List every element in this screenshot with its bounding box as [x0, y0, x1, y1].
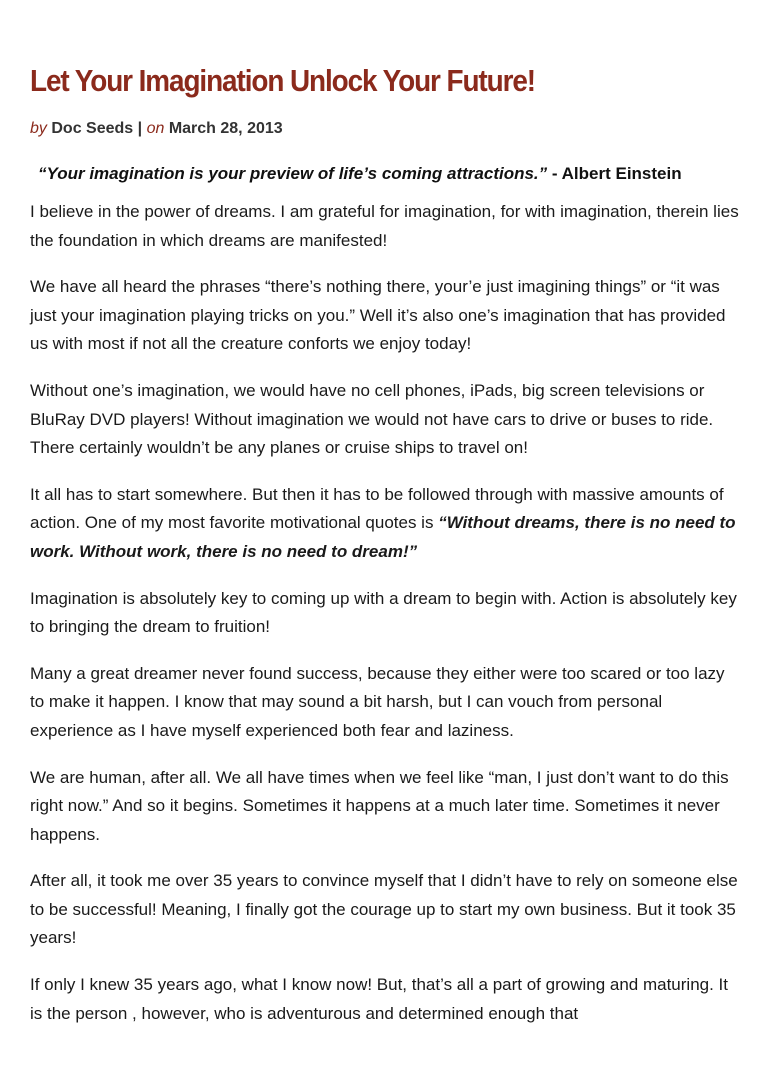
paragraph-9: If only I knew 35 years ago, what I know now! But, that’s all a part of growing and maturing. It is the person , however, who is adventurous and determined enough that — [30, 975, 729, 1023]
byline-on-label: on — [146, 120, 165, 137]
byline-separator: | — [137, 120, 143, 137]
quote-dash: - — [547, 164, 562, 183]
quote-author: Albert Einstein — [561, 164, 682, 183]
favorite-quote: “Without dreams, there is no need to work. Without work, there is no need to dream!” — [30, 513, 736, 561]
paragraph-7: We are human, after all. We all have times when we feel like “man, I just don’t want to do this right now.” And so it begins. Sometimes it happens at a much later time. Sometimes it never happens. — [30, 767, 729, 844]
quote-text: “Your imagination is your preview of life’s coming attractions.” — [38, 164, 548, 183]
paragraph-6: Many a great dreamer never found success, because they either were too scared or too lazy to make it happen. I know that may sound a bit harsh, but I can vouch from personal experience as I have myself experienced both fear and laziness. — [30, 663, 725, 740]
paragraph-2: We have all heard the phrases “there’s nothing there, your’e just imagining things” or “it was just your imagination playing tricks on you.” Well it’s also one’s imagination that has provided us with most if not all the creature conforts we enjoy today! — [30, 277, 726, 354]
paragraph-5: Imagination is absolutely key to coming up with a dream to begin with. Action is absolutely key to bringing the dream to fruition! — [30, 588, 737, 637]
article — [30, 56, 742, 1028]
byline-by-label: by — [30, 120, 47, 137]
paragraph-1: I believe in the power of dreams. I am grateful for imagination, for with imagination, therein lies the foundation in which dreams are manifested! — [30, 202, 739, 250]
paragraph-3: Without one’s imagination, we would have no cell phones, iPads, big screen televisions or BluRay DVD players! Without imagination we would not have cars to drive or buses to ride. There certainly wouldn’t be any planes or cruise ships to travel on! — [30, 380, 714, 458]
epigraph-quote — [30, 162, 742, 186]
paragraph-4 — [30, 481, 742, 567]
byline — [30, 118, 742, 140]
byline-date: March 28, 2013 — [168, 120, 283, 137]
paragraph-8: After all, it took me over 35 years to convince myself that I didn’t have to rely on someone else to be successful! Meaning, I finally got the courage up to start my own business. But it took 35 years! — [30, 871, 738, 948]
paragraph-4-text: It all has to start somewhere. But then it has to be followed through with massive amounts of action. One of my most favorite motivational quotes is — [30, 484, 724, 533]
article-title: Let Your Imagination Unlock Your Future! — [30, 63, 536, 98]
byline-author: Doc Seeds — [51, 120, 134, 137]
